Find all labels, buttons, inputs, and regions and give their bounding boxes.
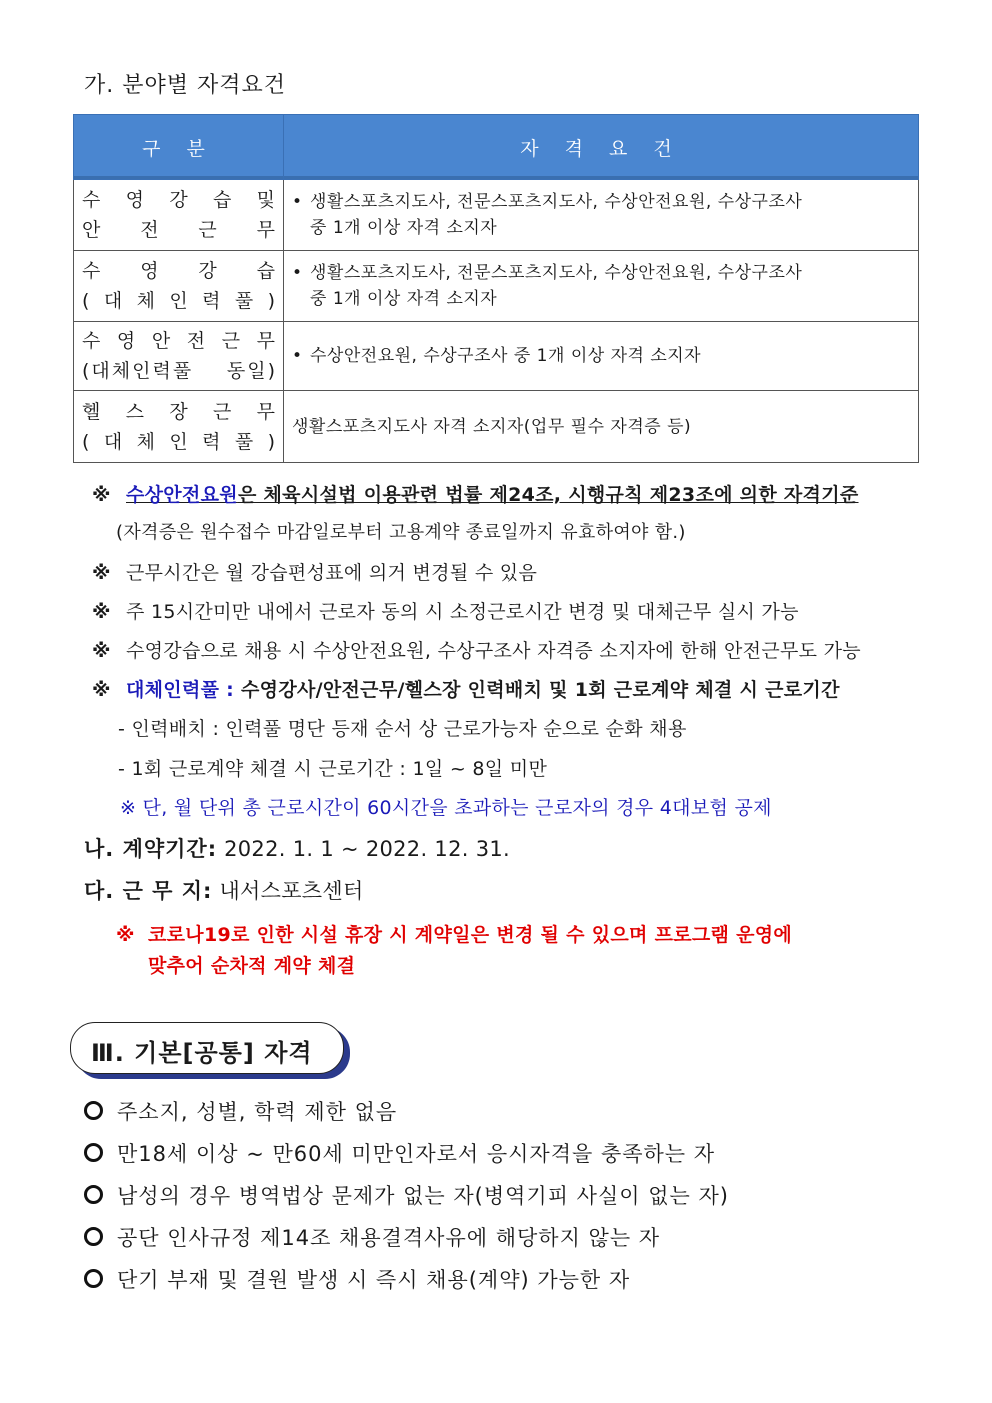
header-requirement: 자 격 요 건 bbox=[284, 115, 919, 180]
category-cell bbox=[74, 322, 284, 391]
table-row bbox=[74, 391, 919, 463]
table-row bbox=[74, 180, 919, 251]
note-lifeguard-term: 수상안전요원 bbox=[126, 484, 238, 506]
common-item: 만18세 이상 ~ 만60세 미만인자로서 응시자격을 충족하는 자 bbox=[84, 1138, 715, 1168]
note-sub-placement: - 인력배치 : 인력풀 명단 등재 순서 상 근로가능자 순으로 순화 채용 bbox=[118, 718, 687, 740]
section-3-title: Ⅲ. 기본[공통] 자격 bbox=[91, 1039, 313, 1067]
category-cell bbox=[74, 251, 284, 322]
workplace bbox=[84, 878, 364, 904]
category-line: ( 대 체 인 력 풀 ) bbox=[82, 430, 277, 453]
note-lifeguard bbox=[92, 482, 859, 508]
requirement-cell bbox=[284, 251, 919, 322]
category-line: 수 영 안 전 근 무 bbox=[82, 330, 277, 352]
table-header-row bbox=[74, 115, 919, 180]
contract-period bbox=[84, 836, 510, 862]
table-row bbox=[74, 322, 919, 391]
common-item: 단기 부재 및 결원 발생 시 즉시 채용(계약) 가능한 자 bbox=[84, 1264, 630, 1294]
requirement-line: 생활스포츠지도사, 전문스포츠지도사, 수상안전요원, 수상구조사 bbox=[310, 263, 803, 283]
circle-bullet-icon bbox=[84, 1143, 103, 1162]
workplace-label: 다. 근 무 지: bbox=[84, 879, 213, 903]
requirement-cell bbox=[284, 391, 919, 463]
note-lifeguard-sub: (자격증은 원수접수 마감일로부터 고용계약 종료일까지 유효하여야 함.) bbox=[116, 522, 686, 543]
contract-label: 나. 계약기간: bbox=[84, 837, 218, 861]
category-cell bbox=[74, 180, 284, 251]
bullet-dot-icon: • bbox=[292, 192, 303, 212]
note-substitute-term: 대체인력풀 : bbox=[126, 679, 235, 701]
category-line: ( 대 체 인 력 풀 ) bbox=[82, 290, 277, 312]
bullet-dot-icon: • bbox=[292, 263, 303, 283]
contract-value: 2022. 1. 1 ~ 2022. 12. 31. bbox=[224, 837, 510, 861]
common-item: 공단 인사규정 제14조 채용결격사유에 해당하지 않는 자 bbox=[84, 1222, 660, 1252]
covid-note-line1: ※ 코로나19로 인한 시설 휴장 시 계약일은 변경 될 수 있으며 프로그램 운영에 bbox=[116, 924, 793, 946]
requirement-line: 생활스포츠지도사 자격 소지자(업무 필수 자격증 등) bbox=[292, 416, 692, 437]
requirement-line: 중 1개 이상 자격 소지자 bbox=[310, 218, 498, 238]
note-lifeguard-text: 은 체육시설법 이용관련 법률 제24조, 시행규칙 제23조에 의한 자격기준 bbox=[237, 484, 859, 506]
category-line: 헬 스 장 근 무 bbox=[82, 400, 277, 423]
circle-bullet-icon bbox=[84, 1227, 103, 1246]
category-line: 수 영 강 습 및 bbox=[82, 189, 277, 211]
category-cell bbox=[74, 391, 284, 463]
table-row bbox=[74, 251, 919, 322]
note-swim-hire: ※ 수영강습으로 채용 시 수상안전요원, 수상구조사 자격증 소지자에 한해 안전근무도 가능 bbox=[92, 640, 861, 662]
category-line: (대체인력풀 동일) bbox=[82, 360, 277, 382]
category-line: 안 전 근 무 bbox=[82, 219, 277, 241]
requirement-cell bbox=[284, 322, 919, 391]
category-line: 수 영 강 습 bbox=[82, 260, 277, 282]
section-ga-title: 가. 분야별 자격요건 bbox=[84, 73, 286, 98]
covid-note-line2: 맞추어 순차적 계약 체결 bbox=[148, 955, 356, 977]
note-substitute-pool: ※ 대체인력풀 : 수영강사/안전근무/헬스장 인력배치 및 1회 근로계약 체결 시 근로기간 bbox=[92, 679, 840, 701]
qualification-table bbox=[73, 114, 919, 463]
workplace-value: 내서스포츠센터 bbox=[219, 879, 364, 903]
note-weekly: ※ 주 15시간미만 내에서 근로자 동의 시 소정근로시간 변경 및 대체근무 실시 가능 bbox=[92, 601, 799, 623]
circle-bullet-icon bbox=[84, 1101, 103, 1120]
common-item: 주소지, 성별, 학력 제한 없음 bbox=[84, 1096, 397, 1126]
circle-bullet-icon bbox=[84, 1185, 103, 1204]
common-item: 남성의 경우 병역법상 문제가 없는 자(병역기피 사실이 없는 자) bbox=[84, 1180, 729, 1210]
note-sub-insurance: ※ 단, 월 단위 총 근로시간이 60시간을 초과하는 근로자의 경우 4대보험 공제 bbox=[120, 797, 772, 819]
requirement-line: 생활스포츠지도사, 전문스포츠지도사, 수상안전요원, 수상구조사 bbox=[310, 192, 803, 212]
requirement-cell bbox=[284, 180, 919, 251]
note-mark: ※ bbox=[92, 484, 111, 506]
note-hours: ※ 근무시간은 월 강습편성표에 의거 변경될 수 있음 bbox=[92, 562, 538, 584]
requirement-line: 중 1개 이상 자격 소지자 bbox=[310, 289, 498, 309]
circle-bullet-icon bbox=[84, 1269, 103, 1288]
header-category: 구 분 bbox=[74, 115, 284, 180]
bullet-dot-icon: • bbox=[292, 346, 303, 366]
note-sub-period: - 1회 근로계약 체결 시 근로기간 : 1일 ~ 8일 미만 bbox=[118, 758, 548, 780]
section-3-banner bbox=[70, 1022, 344, 1074]
requirement-line: 수상안전요원, 수상구조사 중 1개 이상 자격 소지자 bbox=[310, 346, 702, 366]
